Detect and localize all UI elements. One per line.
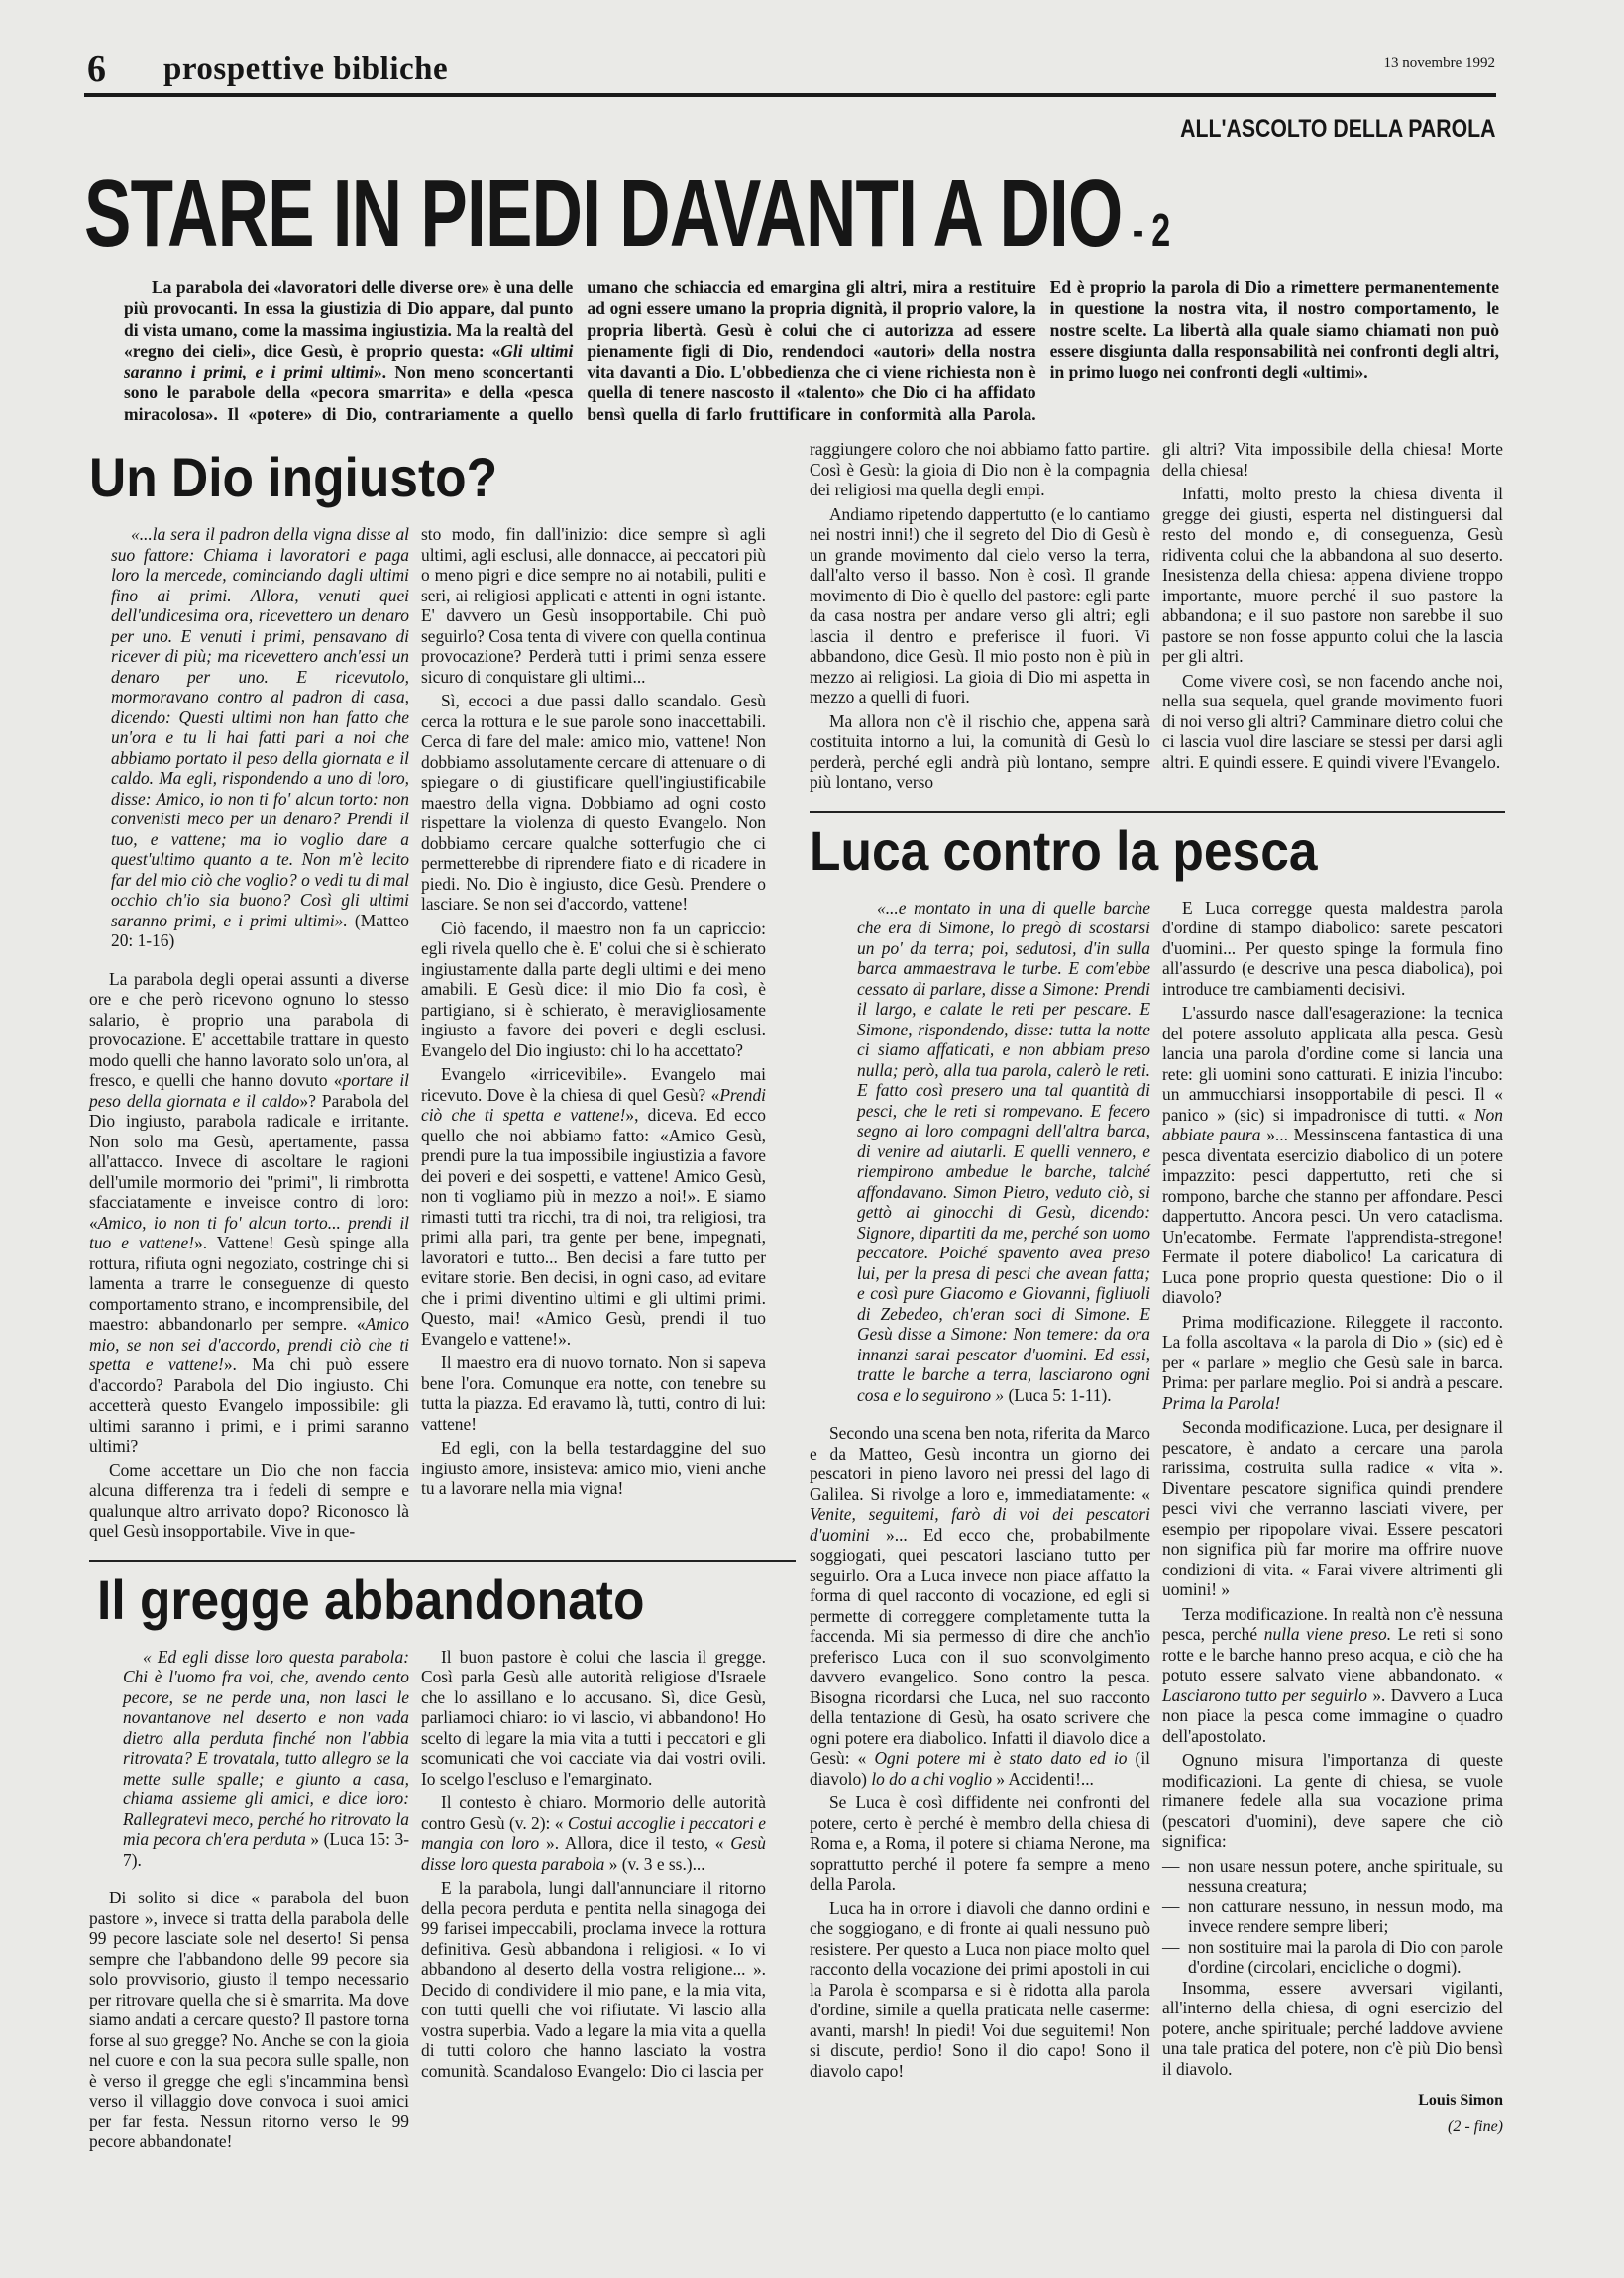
paragraph xyxy=(810,439,1150,500)
text: Sì, eccoci a due passi dallo scandalo. Gesù cerca la rottura e le sue parole sono inaccettabili. Cerca di fare del male: amico mio, vattene! Non dobbiamo assolutamente cercare di attenuare o di spiegare o di giustificare quell'ingiustificabile maestro della vigna. Dobbiamo ad ogni costo rispettare la violenza di questo Evangelo. Non dobbiamo cercare qualche sotterfugio che ci permetterebbe di riprendere fiato e di ricadere in piedi. No. Dio è ingiusto, dice Gesù. Prendere o lasciare. Se non sei d'accordo, vattene! xyxy=(421,691,766,915)
heading-un-dio-ingiusto: Un Dio ingiusto? xyxy=(89,446,498,509)
gregge-continuation xyxy=(810,439,1505,797)
section-kicker: ALL'ASCOLTO DELLA PAROLA xyxy=(1179,115,1495,143)
paragraph xyxy=(89,969,409,1457)
paragraph xyxy=(1162,1417,1503,1600)
text: ». Ma chi può essere d'accordo? Parabola del Dio ingiusto. Chi accetterà questo Evangelo impossibile: gli ultimi saranno i primi, e i primi saranno ultimi? xyxy=(89,1355,409,1457)
text: raggiungere coloro che noi abbiamo fatto partire. Così è Gesù: la gioia di Dio non è la compagnia dei religiosi ma quella degli empi. xyxy=(810,439,1150,500)
italic-text: Ogni potere mi è stato dato ed io xyxy=(874,1748,1128,1769)
articles-area xyxy=(89,439,1624,2156)
paragraph xyxy=(1162,1312,1503,1414)
luca-columns xyxy=(810,898,1505,2138)
paragraph xyxy=(421,919,766,1061)
luca-d-closing xyxy=(1162,1978,1503,2080)
column-dio-ingiusto-a xyxy=(89,524,409,1546)
paragraph xyxy=(1162,484,1503,667)
paragraph xyxy=(810,504,1150,707)
text: ». Non meno sconcertanti sono le parabole della «pecora smarrita» e della «pesca miracolosa». Il «potere» di Dio, contrariamente a quello umano che schiaccia ed emargina gli altri, mira a restituire ad ogni essere umano la propria dignità, il proprio valore, la propria libertà. Gesù è colui che ci autorizza ad essere pienamente figli di Dio, rendendoci «autori» della nostra vita davanti a Dio. L'obbedienza che ci viene richiesta non è quella di tenere nascosto il «talento» che Dio ci ha affidato bensì quella di farlo fruttificare in conformità alla Parola. Ed è proprio la parola di Dio a rimettere permanentemente in questione la nostra vita, il nostro comportamento, le nostre scelte. La libertà alla quale siamo chiamati non può essere disgiunta dalla responsabilità nei confronti degli altri, in primo luogo nei confronti degli «ultimi». xyxy=(124,277,1499,424)
italic-text: portare il peso della giornata e il caldo xyxy=(89,1070,409,1111)
text: »... Messinscena fantastica di una pesca diventata esercizio diabolico di un potere impazzito: pesci dappertutto, reti che si rompono, barche che stanno per affondare. Pesci dappertutto. Ancora pesci. Un vero cataclisma. Un'ecatombe. Fermate l'apprendista-stregone! Fermate il potere diabolico! La caricatura di Luca pone proprio questa questione: Dio o il diavolo? xyxy=(1162,1125,1503,1308)
text: La parabola dei «lavoratori delle diverse ore» è una delle più provocanti. In essa la giustizia di Dio appare, dal punto di vista umano, come la massima ingiustizia. Ma la realtà del «regno dei cieli», dice Gesù, è proprio questa: « xyxy=(124,277,574,361)
dash-bullet: — xyxy=(1162,1855,1180,1876)
column-gregge-c xyxy=(810,439,1150,797)
text: «...la sera il padron della vigna disse al suo fattore: Chiama i lavoratori e paga loro la mercede, cominciando dagli ultimi fino ai primi. Allora, venuti quei dell'undicesima ora, ricevettero un denaro per uno. E venuti i primi, pensavano di ricever di più; ma ricevettero anch'essi un denaro per uno. E ricevutolo, mormoravano contro al padron di casa, dicendo: Questi ultimi non han fatto che un'ora e tu li hai fatti pari a noi che abbiamo portato il peso della giornata e il caldo. Ma egli, rispondendo a uno di loro, disse: Amico, io non ti fo' alcun torto: non convenisti meco per un denaro? Prendi il tuo, e vattene; ma io voglio dare a quest'ultimo quanto a te. Non m'è lecito far del mio ciò che voglio? o vedi tu di mal occhio ch'io sia buono? Così gli ultimi saranno primi, e i primi ultimi». xyxy=(111,524,409,930)
paragraph xyxy=(1162,1003,1503,1308)
paragraph xyxy=(1162,1750,1503,1852)
text: Prima modificazione. Rileggete il racconto. La folla ascoltava « la parola di Dio » (sic) ed è per « parlare » meglio che Gesù sale in barca. Prima: per parlare meglio. Poi si andrà a pescare. xyxy=(1162,1311,1503,1393)
luca-body-c xyxy=(810,1423,1150,2081)
text: «...e montato in una di quelle barche che era di Simone, lo pregò di scostarsi un po' da terra; poi, sedutosi, d'in sulla barca ammaestrava le turbe. E com'ebbe cessato di parlare, disse a Simone: Prendi il largo, e calate le reti per pescare. E Simone, rispondendo, disse: tutta la notte ci siamo affaticati, e non abbiam preso nulla; però, alla tua parola, calerò le reti. E fatto così presero una tal quantità di pesci, che le reti si rompevano. E fecero segno ai loro compagni dell'altra barca, di venire ad aiutarli. E quelli vennero, e riempirono ambedue le barche, talché affondavano. Simon Pietro, veduto ciò, si gettò ai ginocchi di Gesù, dicendo: Signore, dipartiti da me, perché son uomo peccatore. Poiché spavento avea preso lui, per la presa di pesci che avean fatta; e così pure Giacomo e Giovanni, figliuoli di Zebedeo, ch'eran soci di Simone. E Gesù disse a Simone: Non temere: da ora innanzi sarai pescator d'uomini. Ed essi, tratte le barche a terra, lasciarono ogni cosa e lo seguirono » xyxy=(857,897,1150,1405)
text: E Luca corregge questa maldestra parola d'ordine di stampo diabolico: sarete pescatori d'uomini... Per questo spinge la formula fino all'assurdo (e descrive una pesca diabolica), poi introduce tre cambiamenti decisivi. xyxy=(1162,897,1503,999)
text: ». Allora, dice il testo, « xyxy=(539,1833,731,1854)
section-divider xyxy=(810,811,1505,813)
text: Se Luca è così diffidente nei confronti del potere, certo è perché è membro della chiesa di Roma e, a Roma, il potere si chiama Nerone, ma soprattutto perché il potere fa sempre a meno della Parola. xyxy=(810,1792,1150,1895)
page-number: 6 xyxy=(87,49,106,90)
text: Ciò facendo, il maestro non fa un capriccio: egli rivela quello che è. E' colui che si è schierato ingiustamente dalla parte degli ultimi e dei meno amabili. E Gesù dice: il mio Dio fa così, è partigiano, si è schierato, è meravigliosamente ingiusto a favore dei poveri e degli esclusi. Evangelo del Dio ingiusto: chi lo ha accettato? xyxy=(421,918,766,1060)
text: Luca ha in orrore i diavoli che danno ordini e che soggiogano, e di fronte ai quali nessuno può resistere. Per questo a Luca non piace molto quel racconto della vocazione dei primi apostoli in cui la Parola è scomparsa e si è ridotta alla parola d'ordine, simile a quella praticata nelle caserme: avanti, marsh! In piedi! Voi due seguitemi! Non si discute, perdio! Sono il dio capo! Sono il diavolo capo! xyxy=(810,1898,1150,2081)
author-signature: Louis Simon xyxy=(1418,2092,1503,2110)
page-title xyxy=(84,161,1224,267)
column-gregge-b xyxy=(421,1647,766,2086)
masthead xyxy=(0,0,1624,103)
luca-d-paragraphs xyxy=(1162,898,1503,1852)
text: (il diavolo) xyxy=(810,1748,1150,1789)
section-divider xyxy=(89,1560,796,1562)
italic-text: Gli ultimi saranno i primi, e i primi ultimi xyxy=(124,340,574,382)
paragraph xyxy=(421,691,766,915)
paragraph xyxy=(111,524,409,951)
quote-luca-5 xyxy=(857,898,1150,1406)
column-dio-ingiusto-b xyxy=(421,524,766,1503)
text: Ma allora non c'è il rischio che, appena sarà costituita intorno a lui, la comunità di Gesù lo perderà, perché egli andrà più lontano, sempre più lontano, verso xyxy=(810,710,1150,793)
text: ». Vattene! Gesù spinge alla rottura, rifiuta ogni negoziato, costringe chi si lamenta a trarre le conseguenze di questo comportamento strano, e incomprensibile, del maestro: abbandonarlo per sempre. « xyxy=(89,1233,409,1335)
paragraph xyxy=(421,1353,766,1434)
italic-text: (Matteo 20: 1-16) xyxy=(111,910,409,951)
list-item xyxy=(1162,1937,1503,1978)
text: Il contesto è chiaro. Mormorio delle autorità contro Gesù (v. 2): « xyxy=(421,1792,766,1833)
italic-text: Prendi ciò che ti spetta e vattene! xyxy=(421,1084,766,1126)
text: » (v. 3 e ss.)... xyxy=(604,1853,705,1874)
italic-text: Non abbiate paura xyxy=(1162,1104,1503,1145)
text: Le reti si sono rotte e le barche hanno preso acqua, e ciò che ha potuto essere salvato viene abbandonato. « xyxy=(1162,1624,1503,1685)
italic-text: nulla viene preso. xyxy=(1263,1624,1392,1645)
text: Di solito si dice « parabola del buon pastore », invece si tratta della parabola delle 99 pecore lasciate sole nel deserto! Si pensa sempre che l'abbandono delle 99 pecore sia solo provvisorio, giusto il tempo necessario per ritrovare quella che si è smarrita. Ma dove siamo andati a cercare questo? Il pastore torna forse al suo gregge? No. Anche se con la gioia nel cuore e con la sua pecora sulle spalle, non è verso il gregge che egli s'incammina bensì verso il villaggio dove convoca i suoi amici per far festa. Nessun ritorno verso le 99 pecore abbandonate! xyxy=(89,1888,409,2152)
italic-text: Venite, seguitemi, farò di voi dei pescatori d'uomini xyxy=(810,1504,1150,1545)
text: Evangelo «irricevibile». Evangelo mai ricevuto. Dove è la chiesa di quel Gesù? « xyxy=(421,1064,766,1105)
text: Secondo una scena ben nota, riferita da Marco e da Matteo, Gesù incontra un giorno dei pescatori in pieno lavoro nei pressi del lago di Galilea. Si rivolge a loro e, immediatamente: « xyxy=(810,1423,1150,1504)
gregge-columns xyxy=(89,1647,796,2156)
dash-bullet: — xyxy=(1162,1936,1180,1957)
list-item xyxy=(1162,1856,1503,1897)
text: Il maestro era di nuovo tornato. Non si sapeva bene l'ora. Comunque era notte, con tenebre su tutta la piazza. Ed eravamo là, tutti, contro di lui: vattene! xyxy=(421,1353,766,1434)
italic-text: Gesù disse loro questa parabola xyxy=(421,1833,766,1874)
issue-date: 13 novembre 1992 xyxy=(1383,55,1495,71)
paragraph xyxy=(421,1647,766,1790)
italic-text: (Luca 5: 1-11). xyxy=(1004,1384,1112,1405)
gregge-body-a xyxy=(89,1888,409,2152)
text: », diceva. Ed ecco quello che noi abbiamo fatto: «Amico Gesù, prendi pure la tua impossibile ingiustizia a favore dei poveri e dei sospetti, e vattene! Amico Gesù, non ti vogliamo più in mezzo a noi!». E siamo rimasti tutti tra ricchi, tra di noi, tra religiosi, tra primi alla pari, tra gente per bene, impegnati, lavoratori e tutto... Ben decisi a fare tutto per evitare storie. Ben decisi, in ogni caso, ad evitare che i primi diventino ultimi e gli ultimi primi. Questo, mai! «Amico Gesù, prendi il tuo Evangelo e vattene!». xyxy=(421,1105,767,1349)
list-item-text: non sostituire mai la parola di Dio con parole d'ordine (circolari, encicliche o dogmi). xyxy=(1188,1936,1503,1978)
column-luca-d xyxy=(1162,898,1503,2138)
paragraph xyxy=(421,1878,766,2081)
paragraph xyxy=(1162,439,1503,480)
paragraph xyxy=(421,1792,766,1874)
text: Infatti, molto presto la chiesa diventa il gregge dei giusti, esperta nel distinguersi dal resto del mondo e, di conseguenza, Gesù ridiventa colui che la abbandona al suo deserto. Inesistenza della chiesa: appena diviene troppo importante, muore perché il suo pastore la abbandona; e il suo pastore non sarebbe il suo pastore se non fosse appunto colui che la lascia per gli altri. xyxy=(1162,484,1503,667)
italic-text: Prima la Parola! xyxy=(1162,1392,1281,1413)
quote-matteo xyxy=(111,524,409,951)
column-gregge-d xyxy=(1162,439,1503,776)
paragraph xyxy=(421,1438,766,1499)
text: Come accettare un Dio che non faccia alcuna differenza tra i fedeli di sempre e qualunque altro arrivato dopo? Riconosco là quel Gesù insopportabile. Vive in que- xyxy=(89,1460,409,1542)
text: Ed egli, con la bella testardaggine del suo ingiusto amore, insisteva: amico mio, vieni anche tu a lavorare nella mia vigna! xyxy=(421,1438,766,1499)
paragraph xyxy=(810,1792,1150,1895)
publication-name: prospettive bibliche xyxy=(163,52,449,87)
luca-list xyxy=(1162,1856,1503,1978)
italic-text: lo do a chi voglio xyxy=(871,1768,993,1789)
header-rule xyxy=(84,93,1496,97)
dio-ingiusto-body-a xyxy=(89,969,409,1542)
paragraph xyxy=(421,524,766,687)
paragraph xyxy=(421,1064,766,1349)
paragraph xyxy=(1162,1978,1503,2080)
text: » Accidenti!... xyxy=(992,1768,1094,1789)
column-gregge-a xyxy=(89,1647,409,2156)
list-item-text: non catturare nessuno, in nessun modo, ma invece rendere sempre liberi; xyxy=(1188,1896,1503,1937)
paragraph xyxy=(810,1423,1150,1789)
text: Ognuno misura l'importanza di queste modificazioni. La gente di chiesa, se vuole rimanere fedele alla sua vocazione prima (pescatori d'uomini), deve sapere che ciò significa: xyxy=(1162,1750,1503,1852)
italic-text: Lasciarono tutto per seguirlo xyxy=(1162,1684,1367,1705)
series-note: (2 - fine) xyxy=(1448,2117,1503,2135)
paragraph xyxy=(1162,671,1503,773)
text: Andiamo ripetendo dappertutto (e lo cantiamo nei nostri inni!) che il segreto del Dio di Gesù è un grande movimento dal cielo verso la terra, dall'alto verso il basso. Non è così. Il grande movimento di Dio è quello del pastore: egli parte da casa nostra per andare verso gli altri; egli lascia il dentro e preferisce il fuori. Vi abbandono, dice Gesù. Il mio posto non è più in mezzo ai religiosi. La gioia di Dio mi aspetta in mezzo a quelli di fuori. xyxy=(810,503,1150,707)
text: Insomma, essere avversari vigilanti, all'interno della chiesa, di ogni esercizio del potere, anche spirituale; perché laddove avviene una tale pratica del potere, non c'è più Dio bensì il diavolo. xyxy=(1162,1977,1503,2079)
italic-text: Amico, io non ti fo' alcun torto... prendi il tuo e vattene! xyxy=(89,1212,409,1253)
title-part: - 2 xyxy=(1132,204,1170,256)
paragraph xyxy=(123,1647,409,1871)
text: E la parabola, lungi dall'annunciare il ritorno della pecora perduta e pentita nella sinagoga dei 99 farisei impeccabili, proclama invece la rottura definitiva. Gesù abbandona i religiosi. « Io vi abbandono al deserto della vostra religione... ». Decido di condividere il mio pane, e la mia vita, con tutti quelli che voi rifiutate. Vi lascio alla vostra superbia. Vado a legare la mia vita a quella di tutti coloro che hanno lasciato la vostra comunità. Scandaloso Evangelo: Dio ci lascia per xyxy=(421,1878,766,2081)
dio-ingiusto-columns xyxy=(89,524,796,1546)
list-item-text: non usare nessun potere, anche spirituale, su nessuna creatura; xyxy=(1188,1855,1503,1897)
paragraph xyxy=(1162,1604,1503,1747)
text: ». Davvero a Luca non piace la pesca come immagine o quadro dell'apostolato. xyxy=(1162,1684,1503,1746)
paragraph xyxy=(810,711,1150,793)
text: L'assurdo nasce dall'esagerazione: la tecnica del potere assoluto applicata alla pesca. Gesù lancia una parola d'ordine come si lancia una rete: gli uomini sono catturati. E inizia l'incubo: un ammucchiarsi insopportabile di pesci. Il « panico » (sic) si impadronisce di tutti. « xyxy=(1162,1003,1503,1125)
paragraph xyxy=(857,898,1150,1406)
text: Terza modificazione. In realtà non c'è nessuna pesca, perché xyxy=(1162,1603,1503,1645)
italic-text: Amico mio, se non sei d'accordo, prendi ciò che ti spetta e vattene! xyxy=(89,1314,409,1375)
paragraph xyxy=(810,1898,1150,2082)
kicker-row xyxy=(84,115,1495,147)
heading-luca-contro-la-pesca: Luca contro la pesca xyxy=(810,818,1318,882)
text: »? Parabola del Dio ingiusto, parabola radicale e irritante. Non solo ma Gesù, apertamente, passa all'attacco. Invece di ascoltare le ragioni dell'umile mormorio dei "primi", li rimbrotta sfacciatamente e inveisce contro di loro: « xyxy=(89,1090,409,1233)
list-item xyxy=(1162,1897,1503,1937)
text: La parabola degli operai assunti a diverse ore e che però ricevono ognuno lo stesso salario, è proprio una parabola di provocazione. E' accettabile trattare in questo modo quelli che hanno lavorato solo un'ora, al fresco, e quelli che hanno dovuto « xyxy=(89,968,409,1091)
dash-bullet: — xyxy=(1162,1896,1180,1916)
text: gli altri? Vita impossibile della chiesa! Morte della chiesa! xyxy=(1162,439,1503,480)
column-luca-c xyxy=(810,898,1150,2086)
italic-text: » (Luca 15: 3-7). xyxy=(123,1829,409,1870)
italic-text: Costui accoglie i peccatori e mangia con loro xyxy=(421,1812,766,1854)
paragraph xyxy=(89,1888,409,2152)
text: Seconda modificazione. Luca, per designare il pescatore, è andato a cercare una parola rarissima, costruita sulla radice « vita ». Diventare pescatore significa quindi prendere pesci vivi che verranno lasciati vivere, per esempio per ripopolare vivai. Essere pescatori non significa più far morire ma offrire nuove condizioni di vita. « Farai vivere altrimenti gli uomini! » xyxy=(1162,1417,1503,1600)
text: »... Ed ecco che, probabilmente soggiogati, quei pescatori lasciano tutto per seguirlo. Ora a Luca invece non piace affatto la forma di quel racconto di vocazione, ed egli si permette di correggere completamente tutta la faccenda. Mi sia permesso di dire che anch'io preferisco Luca con il suo sconvolgimento davvero evangelico. Sono contro la pesca. Bisogna ricordarsi che Luca, nel suo racconto della tentazione di Gesù, ha osato scrivere che ogni potere era diabolico. Infatti il diavolo dice a Gesù: « xyxy=(810,1524,1150,1769)
title-text: STARE IN PIEDI DAVANTI A DIO xyxy=(84,161,1123,267)
paragraph xyxy=(124,277,1499,425)
heading-il-gregge-abbandonato: Il gregge abbandonato xyxy=(97,1568,645,1631)
text: sto modo, fin dall'inizio: dice sempre sì agli ultimi, agli esclusi, alle donnacce, ai peccatori più o meno pigri e dice sempre no ai notabili, puliti e seri, ai religiosi applicati e attenti in ogni istante. E' davvero un Gesù insopportabile. Chi può seguirlo? Cosa tenta di vivere con quella continua provocazione? Perderà tutti i primi senza essere sicuro di conquistare gli ultimi... xyxy=(421,524,766,687)
intro-text xyxy=(124,277,1499,425)
text: Come vivere così, se non facendo anche noi, nella sua sequela, quel grande movimento fuori di noi verso gli altri? Camminare dietro colui che ci lascia vuol dire lasciare se stessi per darsi agli altri. E quindi essere. E quindi vivere l'Evangelo. xyxy=(1162,670,1503,772)
quote-luca-15 xyxy=(123,1647,409,1871)
paragraph xyxy=(89,1461,409,1542)
left-half xyxy=(89,439,796,2156)
text: « Ed egli disse loro questa parabola: Chi è l'uomo fra voi, che, avendo cento pecore, se ne perde una, non lasci le novantanove nel deserto e non vada dietro alla perduta finché non l'abbia ritrovata? E trovatala, tutto allegro se la mette sulle spalle; e giunto a casa, chiama assieme gli amici, e dice loro: Rallegratevi meco, perché ho ritrovato la mia pecora ch'era perduta xyxy=(123,1646,409,1850)
paragraph xyxy=(1162,898,1503,1000)
text: Il buon pastore è colui che lascia il gregge. Così parla Gesù alle autorità religiose d'Israele che lo assillano e lo accusano. Sì, dice Gesù, parliamoci chiaro: io vi lascio, vi abbandono! Ho scelto di legare la mia vita a tutti i peccatori e gli scomunicati che voi cacciate via dai vostri ovili. Io scelgo l'escluso e l'emarginato. xyxy=(421,1646,766,1789)
right-half xyxy=(810,439,1505,2137)
